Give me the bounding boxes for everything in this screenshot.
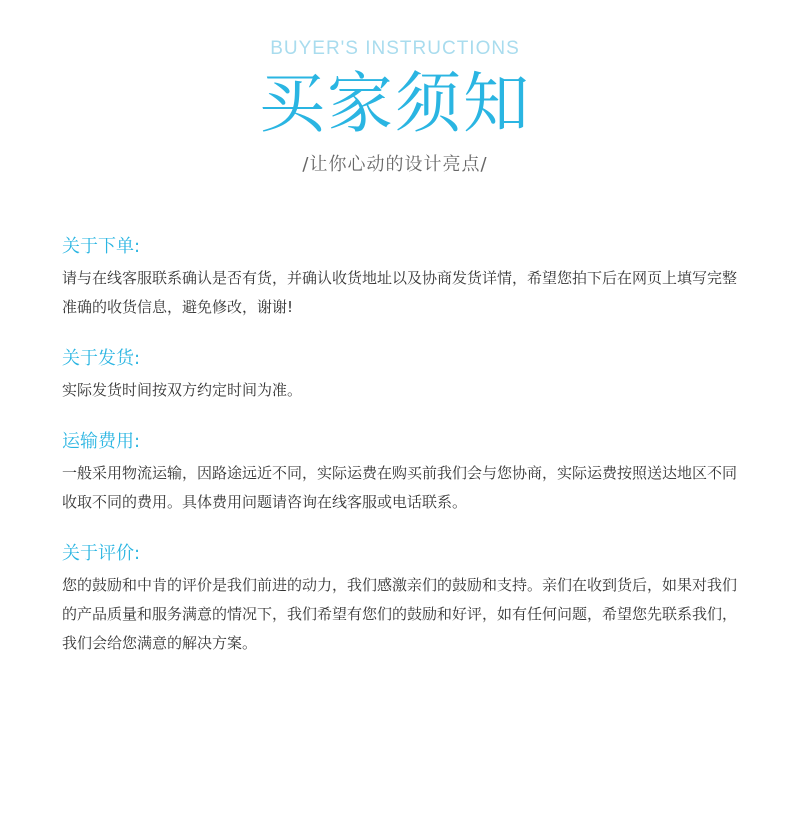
tagline: /让你心动的设计亮点/ — [302, 154, 488, 175]
page-title: 买家须知 — [259, 65, 531, 142]
section-body: 实际发货时间按双方约定时间为准。 — [62, 381, 303, 399]
section-freight-cost — [62, 427, 742, 517]
section-body: 一般采用物流运输，因路途远近不同，实际运费在购买前我们会与您协商，实际运费按照送达地区不同收取不同的费用。具体费用问题请咨询在线客服或电话联系。 — [62, 464, 738, 511]
section-body: 您的鼓励和中肯的评价是我们前进的动力，我们感激亲们的鼓励和支持。亲们在收到货后，如果对我们的产品质量和服务满意的情况下，我们希望有您们的鼓励和好评，如有任何问题，希望您先联系我们，我们会给您满意的解决方案。 — [62, 576, 738, 652]
section-shipping — [62, 344, 742, 405]
section-reviews — [62, 539, 742, 658]
instructions-list — [62, 232, 742, 658]
english-subtitle: BUYER'S INSTRUCTIONS — [270, 38, 520, 59]
section-heading: 运输费用: — [62, 431, 141, 452]
section-heading: 关于评价: — [62, 543, 141, 564]
section-heading: 关于发货: — [62, 348, 141, 369]
section-ordering — [62, 232, 742, 322]
section-body: 请与在线客服联系确认是否有货，并确认收货地址以及协商发货详情，希望您拍下后在网页上填写完整准确的收货信息，避免修改，谢谢! — [62, 269, 738, 316]
section-heading: 关于下单: — [62, 236, 141, 257]
